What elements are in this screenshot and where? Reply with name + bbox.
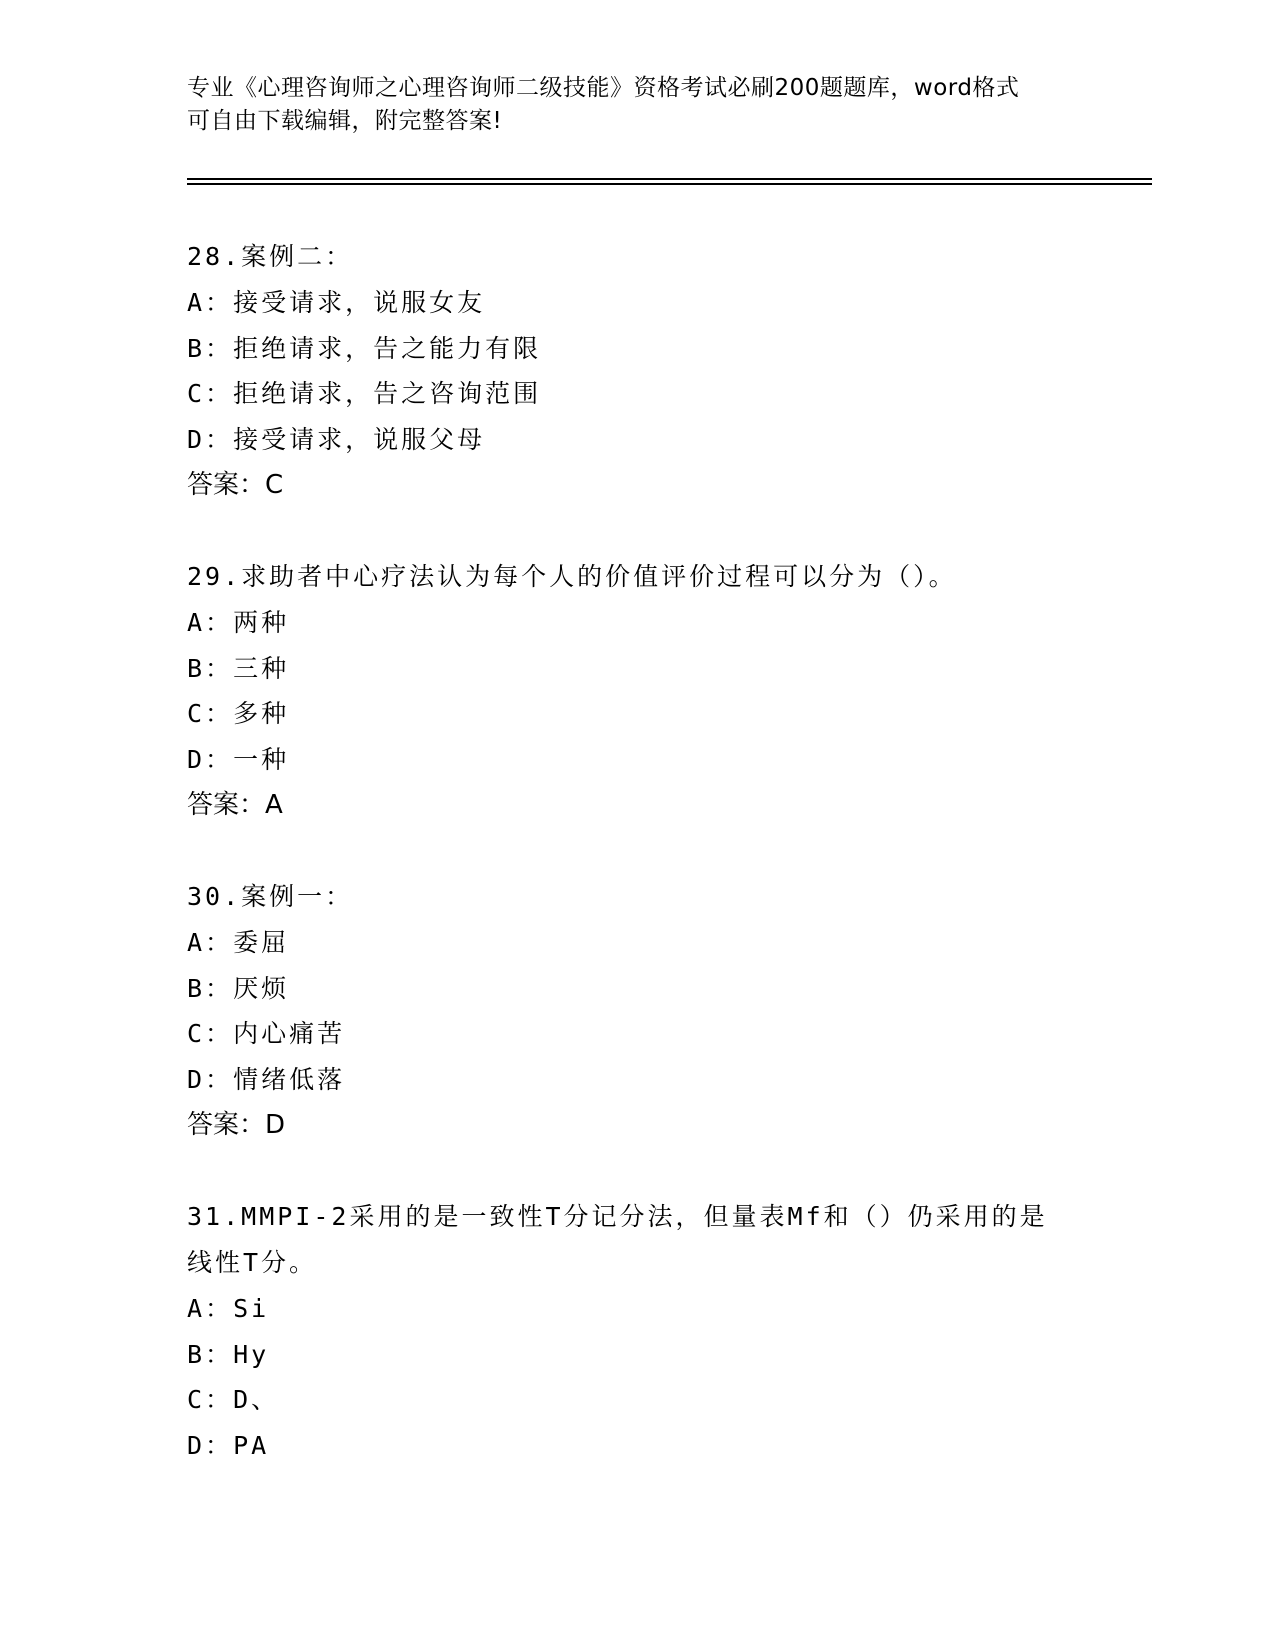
option-b [187, 1332, 1087, 1378]
option-text: 内心痛苦 [233, 1019, 346, 1048]
option-a [187, 280, 1087, 326]
question-title: 30.案例一： [187, 882, 354, 911]
option-key: A： [187, 928, 234, 957]
question-29 [187, 554, 1087, 828]
option-text: Si [233, 1294, 270, 1323]
option-text: 一种 [233, 744, 290, 774]
document-header [187, 72, 1087, 138]
option-key: A： [187, 288, 234, 317]
option-c [187, 691, 1087, 737]
option-b [187, 966, 1087, 1012]
option-text: 委屈 [233, 928, 290, 957]
option-key: D： [187, 744, 234, 774]
option-key: C： [187, 1385, 234, 1414]
option-key: A： [187, 608, 234, 637]
option-key: D： [187, 424, 234, 454]
option-text: D、 [233, 1385, 280, 1414]
option-key: C： [187, 1019, 234, 1048]
answer-line: 答案：C [187, 470, 284, 500]
header-divider-bottom [187, 183, 1152, 185]
option-key: B： [187, 333, 234, 363]
question-28 [187, 234, 1087, 508]
option-d [187, 1423, 1087, 1469]
question-title: 31.MMPI-2采用的是一致性T分记分法，但量表Mf和（）仍采用的是线性T分。 [187, 1202, 1048, 1277]
option-text: 拒绝请求，告之能力有限 [233, 333, 542, 363]
header-divider-top [187, 178, 1152, 180]
question-31 [187, 1194, 1087, 1468]
option-text: 接受请求，说服女友 [233, 288, 486, 317]
header-title-line-1: 专业《心理咨询师之心理咨询师二级技能》资格考试必刷200题题库，word格式 [187, 75, 1020, 101]
option-text: 拒绝请求，告之咨询范围 [233, 379, 542, 408]
answer-line: 答案：D [187, 1110, 286, 1140]
option-key: B： [187, 1339, 234, 1369]
option-text: 多种 [233, 699, 290, 728]
option-key: D： [187, 1064, 234, 1094]
option-a [187, 1286, 1087, 1332]
option-key: C： [187, 699, 234, 728]
question-30 [187, 874, 1087, 1148]
option-a [187, 920, 1087, 966]
option-text: Hy [233, 1339, 270, 1369]
option-key: C： [187, 379, 234, 408]
question-title: 28.案例二： [187, 242, 354, 271]
question-list [187, 234, 1087, 1514]
option-text: PA [233, 1430, 270, 1460]
answer-line: 答案：A [187, 790, 283, 820]
header-title-line-2: 可自由下载编辑，附完整答案! [187, 108, 503, 134]
option-key: B： [187, 973, 234, 1003]
option-text: 厌烦 [233, 973, 290, 1003]
option-key: A： [187, 1294, 234, 1323]
option-b [187, 326, 1087, 372]
option-d [187, 417, 1087, 463]
option-d [187, 737, 1087, 783]
option-c [187, 371, 1087, 417]
option-key: B： [187, 653, 234, 683]
option-key: D： [187, 1430, 234, 1460]
question-title: 29.求助者中心疗法认为每个人的价值评价过程可以分为（）。 [187, 562, 957, 591]
option-c [187, 1011, 1087, 1057]
option-d [187, 1057, 1087, 1103]
option-text: 三种 [233, 653, 290, 683]
option-text: 情绪低落 [233, 1064, 346, 1094]
option-text: 接受请求，说服父母 [233, 424, 486, 454]
option-b [187, 646, 1087, 692]
option-a [187, 600, 1087, 646]
option-c [187, 1377, 1087, 1423]
option-text: 两种 [233, 608, 290, 637]
